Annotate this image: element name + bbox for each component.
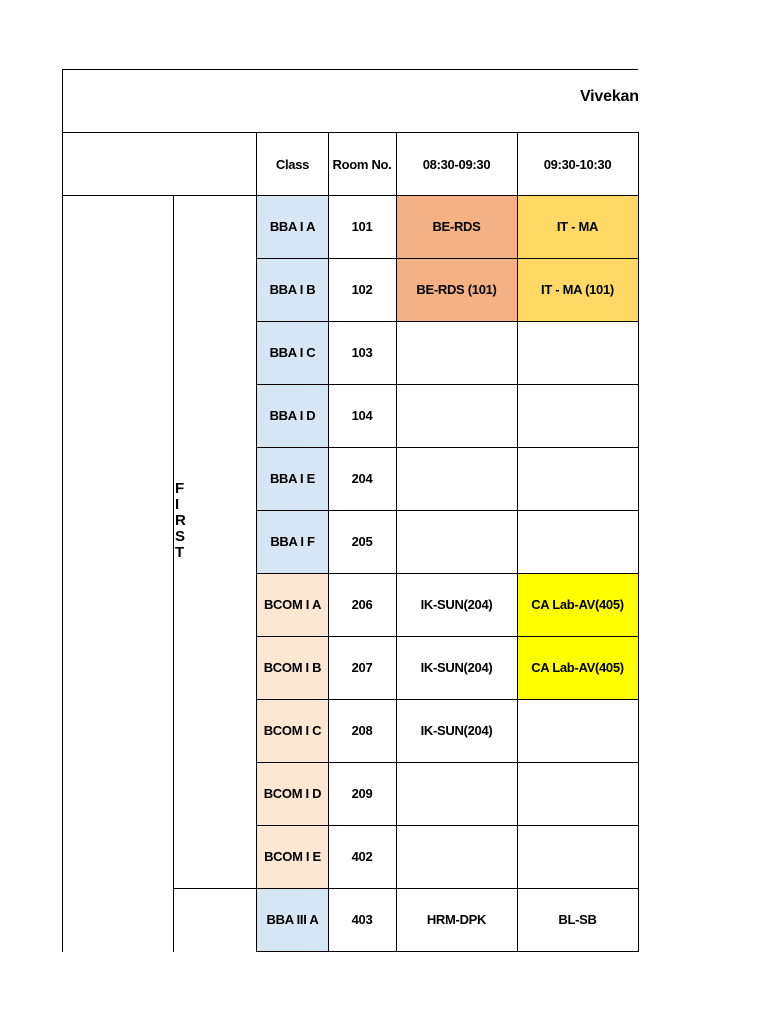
slot-cell: CA Lab-AV(405) — [517, 573, 638, 636]
class-cell: BCOM I B — [257, 636, 328, 699]
year-label-first — [175, 481, 189, 561]
horizontal-rule — [256, 825, 638, 826]
slot-cell — [517, 825, 638, 888]
vertical-rule — [173, 195, 174, 952]
room-cell: 206 — [351, 597, 373, 612]
horizontal-rule — [256, 951, 638, 952]
slot-cell — [396, 321, 517, 384]
horizontal-rule — [173, 888, 638, 889]
vertical-rule — [638, 132, 639, 952]
slot-cell: IK-SUN(204) — [420, 597, 493, 612]
horizontal-rule — [256, 258, 638, 259]
slot-cell — [517, 321, 638, 384]
horizontal-rule — [256, 321, 638, 322]
slot-cell — [517, 384, 638, 447]
room-cell: 207 — [351, 660, 373, 675]
class-cell: BCOM I A — [257, 573, 328, 636]
slot-cell: BE-RDS (101) — [396, 258, 517, 321]
class-cell: BBA I E — [257, 447, 328, 510]
room-cell: 103 — [351, 345, 373, 360]
horizontal-rule — [256, 573, 638, 574]
room-cell: 402 — [351, 849, 373, 864]
class-cell: BBA I F — [257, 510, 328, 573]
class-cell: BCOM I E — [257, 825, 328, 888]
header-room: Room No. — [332, 156, 392, 172]
horizontal-rule — [256, 447, 638, 448]
slot-cell — [396, 510, 517, 573]
room-cell: 102 — [351, 282, 373, 297]
horizontal-rule — [62, 69, 638, 70]
class-cell: BBA I C — [257, 321, 328, 384]
room-cell: 104 — [351, 408, 373, 423]
slot-cell — [517, 762, 638, 825]
vertical-rule — [396, 132, 397, 952]
slot-cell — [396, 447, 517, 510]
vertical-rule — [517, 132, 518, 952]
room-cell: 205 — [351, 534, 373, 549]
vertical-rule — [62, 69, 63, 952]
horizontal-rule — [62, 132, 638, 133]
slot-cell: CA Lab-AV(405) — [517, 636, 638, 699]
room-cell: 208 — [351, 723, 373, 738]
year-label-letter: S — [175, 528, 186, 545]
class-cell: BBA III A — [257, 888, 328, 951]
slot-cell: HRM-DPK — [426, 912, 487, 927]
room-cell: 101 — [351, 219, 373, 234]
class-cell: BBA I A — [257, 195, 328, 258]
year-label-letter: I — [175, 496, 180, 513]
slot-cell — [517, 447, 638, 510]
year-label-letter: F — [175, 480, 185, 497]
slot-cell: BL-SB — [558, 912, 597, 927]
slot-cell: IT - MA (101) — [517, 258, 638, 321]
slot-cell — [517, 510, 638, 573]
slot-cell: IK-SUN(204) — [420, 660, 493, 675]
slot-cell — [517, 699, 638, 762]
slot-cell — [396, 762, 517, 825]
year-label-letter: R — [175, 512, 186, 529]
class-cell: BBA I D — [257, 384, 328, 447]
slot-cell: IK-SUN(204) — [420, 723, 493, 738]
timetable-title: Vivekan — [580, 88, 639, 105]
year-label-letter: T — [175, 544, 185, 561]
slot-cell — [396, 825, 517, 888]
class-cell: BCOM I D — [257, 762, 328, 825]
horizontal-rule — [62, 195, 638, 196]
slot-cell: IT - MA — [517, 195, 638, 258]
horizontal-rule — [256, 636, 638, 637]
header-class: Class — [275, 156, 310, 172]
horizontal-rule — [256, 762, 638, 763]
horizontal-rule — [256, 384, 638, 385]
header-slot-2: 09:30-10:30 — [543, 156, 612, 172]
slot-cell — [396, 384, 517, 447]
horizontal-rule — [256, 510, 638, 511]
slot-cell: BE-RDS — [396, 195, 517, 258]
header-slot-1: 08:30-09:30 — [422, 156, 491, 172]
room-cell: 209 — [351, 786, 373, 801]
vertical-rule — [328, 132, 329, 952]
class-cell: BBA I B — [257, 258, 328, 321]
horizontal-rule — [256, 699, 638, 700]
room-cell: 403 — [351, 912, 373, 927]
class-cell: BCOM I C — [257, 699, 328, 762]
vertical-rule — [256, 132, 257, 952]
room-cell: 204 — [351, 471, 373, 486]
